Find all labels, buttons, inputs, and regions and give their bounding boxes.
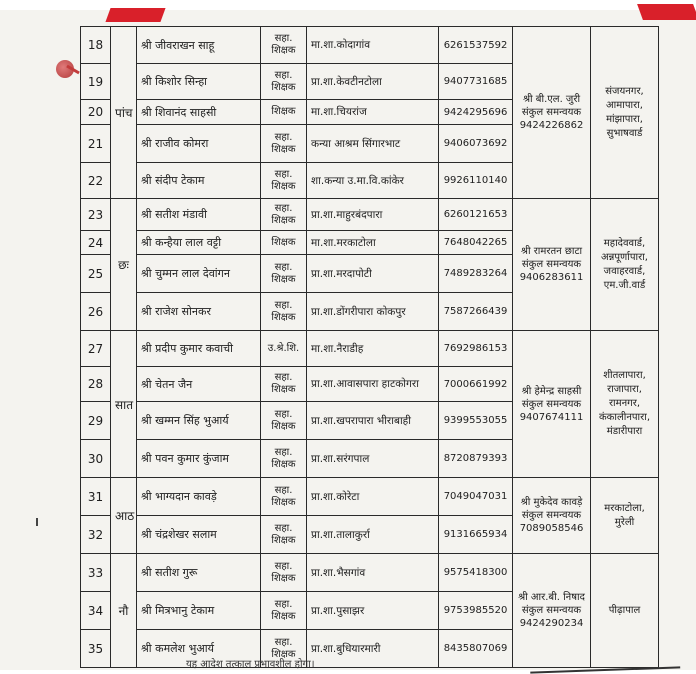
teacher-name: श्री पवन कुमार कुंजाम [137,440,261,478]
designation: सहा. शिक्षक [261,64,307,100]
teacher-name: श्री सतीश मंडावी [137,199,261,231]
designation: सहा. शिक्षक [261,554,307,592]
pen-mark [36,518,38,526]
serial-number: 29 [81,402,111,440]
phone-number: 8720879393 [439,440,513,478]
phone-number: 7049047031 [439,478,513,516]
school-name: प्रा.शा.मरदापोटी [307,255,439,293]
phone-number: 9926110140 [439,163,513,199]
teacher-name: श्री राजेश सोनकर [137,293,261,331]
serial-number: 18 [81,27,111,64]
designation: सहा. शिक्षक [261,199,307,231]
designation: सहा. शिक्षक [261,255,307,293]
school-name: प्रा.शा.बुधियारमारी [307,630,439,668]
ward-areas: पीढ़ापाल [591,554,659,668]
phone-number: 8435807069 [439,630,513,668]
serial-number: 35 [81,630,111,668]
group-label: आठ [111,478,137,554]
group-label: सात [111,331,137,478]
phone-number: 6260121653 [439,199,513,231]
group-label: पांच [111,27,137,199]
designation: शिक्षक [261,100,307,125]
serial-number: 28 [81,367,111,402]
school-name: कन्या आश्रम सिंगारभाट [307,125,439,163]
designation: सहा. शिक्षक [261,163,307,199]
school-name: मा.शा.नैराडीह [307,331,439,367]
order-footer-note: यह आदेश तत्काल प्रभावशील होगा। [186,659,315,670]
serial-number: 20 [81,100,111,125]
serial-number: 30 [81,440,111,478]
teacher-name: श्री कन्हैया लाल वट्टी [137,231,261,255]
serial-number: 19 [81,64,111,100]
designation: सहा. शिक्षक [261,402,307,440]
serial-number: 25 [81,255,111,293]
school-name: प्रा.शा.तालाकुर्रा [307,516,439,554]
coordinator: श्री रामरतन छाटा संकुल समन्वयक 9406283611 [513,199,591,331]
teacher-name: श्री कमलेश भुआर्य [137,630,261,668]
designation: सहा. शिक्षक [261,367,307,402]
school-name: प्रा.शा.सरंगपाल [307,440,439,478]
phone-number: 9131665934 [439,516,513,554]
serial-number: 24 [81,231,111,255]
school-name: प्रा.शा.आवासपारा हाटकोगरा [307,367,439,402]
teacher-name: श्री चुम्मन लाल देवांगन [137,255,261,293]
school-name: मा.शा.मरकाटोला [307,231,439,255]
school-name: मा.शा.चियरांज [307,100,439,125]
serial-number: 22 [81,163,111,199]
school-name: प्रा.शा.डोंगरीपारा कोकपुर [307,293,439,331]
table-row [81,27,659,64]
ward-areas: महादेववार्ड, अन्नपूर्णापारा, जवाहरवार्ड, एम.जी.वार्ड [591,199,659,331]
teacher-name: श्री भाग्यदान कावड़े [137,478,261,516]
teacher-assignment-table [80,26,659,668]
serial-number: 31 [81,478,111,516]
designation: सहा. शिक्षक [261,293,307,331]
phone-number: 7000661992 [439,367,513,402]
teacher-name: श्री जीवराखन साहू [137,27,261,64]
designation: सहा. शिक्षक [261,27,307,64]
phone-number: 9399553055 [439,402,513,440]
school-name: शा.कन्या उ.मा.वि.कांकेर [307,163,439,199]
serial-number: 21 [81,125,111,163]
teacher-name: श्री चंद्रशेखर सलाम [137,516,261,554]
teacher-name: श्री चेतन जैन [137,367,261,402]
school-name: प्रा.शा.माहुरबंदपारा [307,199,439,231]
serial-number: 23 [81,199,111,231]
serial-number: 33 [81,554,111,592]
designation: सहा. शिक्षक [261,440,307,478]
table-row [81,331,659,367]
teacher-name: श्री राजीव कोमरा [137,125,261,163]
designation: सहा. शिक्षक [261,478,307,516]
serial-number: 32 [81,516,111,554]
school-name: प्रा.शा.पुसाझर [307,592,439,630]
designation: सहा. शिक्षक [261,592,307,630]
school-name: मा.शा.कोदागांव [307,27,439,64]
phone-number: 9406073692 [439,125,513,163]
teacher-name: श्री मित्रभानु टेकाम [137,592,261,630]
serial-number: 26 [81,293,111,331]
red-mark [637,4,696,20]
teacher-name: श्री किशोर सिन्हा [137,64,261,100]
phone-number: 7648042265 [439,231,513,255]
designation: शिक्षक [261,231,307,255]
phone-number: 6261537592 [439,27,513,64]
designation: सहा. शिक्षक [261,516,307,554]
table-row [81,554,659,592]
teacher-name: श्री संदीप टेकाम [137,163,261,199]
red-mark [105,8,165,22]
phone-number: 9753985520 [439,592,513,630]
phone-number: 7587266439 [439,293,513,331]
designation: उ.श्रे.शि. [261,331,307,367]
top-border [0,0,696,10]
school-name: प्रा.शा.खपरापारा भीराबाही [307,402,439,440]
school-name: प्रा.शा.केवटीनटोला [307,64,439,100]
school-name: प्रा.शा.भैसगांव [307,554,439,592]
ward-areas: मरकाटोला, मुरेली [591,478,659,554]
coordinator: श्री मुकेदेव कावड़े संकुल समन्वयक 7089058546 [513,478,591,554]
phone-number: 9424295696 [439,100,513,125]
phone-number: 9407731685 [439,64,513,100]
serial-number: 34 [81,592,111,630]
ward-areas: संजयनगर, आमापारा, मांझापारा, सुभाषवार्ड [591,27,659,199]
teacher-name: श्री शिवानंद साहसी [137,100,261,125]
coordinator: श्री बी.एल. जुरी संकुल समन्वयक 9424226862 [513,27,591,199]
designation: सहा. शिक्षक [261,125,307,163]
phone-number: 9575418300 [439,554,513,592]
teacher-name: श्री सतीश गुरू [137,554,261,592]
teacher-name: श्री खम्मन सिंह भुआर्य [137,402,261,440]
school-name: प्रा.शा.कोरेटा [307,478,439,516]
table-row [81,199,659,231]
designation: सहा. शिक्षक [261,630,307,668]
serial-number: 27 [81,331,111,367]
coordinator: श्री हेमेन्द्र साहसी संकुल समन्वयक 9407674111 [513,331,591,478]
group-label: छः [111,199,137,331]
phone-number: 7692986153 [439,331,513,367]
coordinator: श्री आर.बी. निषाद संकुल समन्वयक 9424290234 [513,554,591,668]
table-row [81,478,659,516]
phone-number: 7489283264 [439,255,513,293]
ward-areas: शीतलापारा, राजापारा, रामनगर, कंकालीनपारा, मंडारीपारा [591,331,659,478]
teacher-name: श्री प्रदीप कुमार कवाची [137,331,261,367]
group-label: नौ [111,554,137,668]
